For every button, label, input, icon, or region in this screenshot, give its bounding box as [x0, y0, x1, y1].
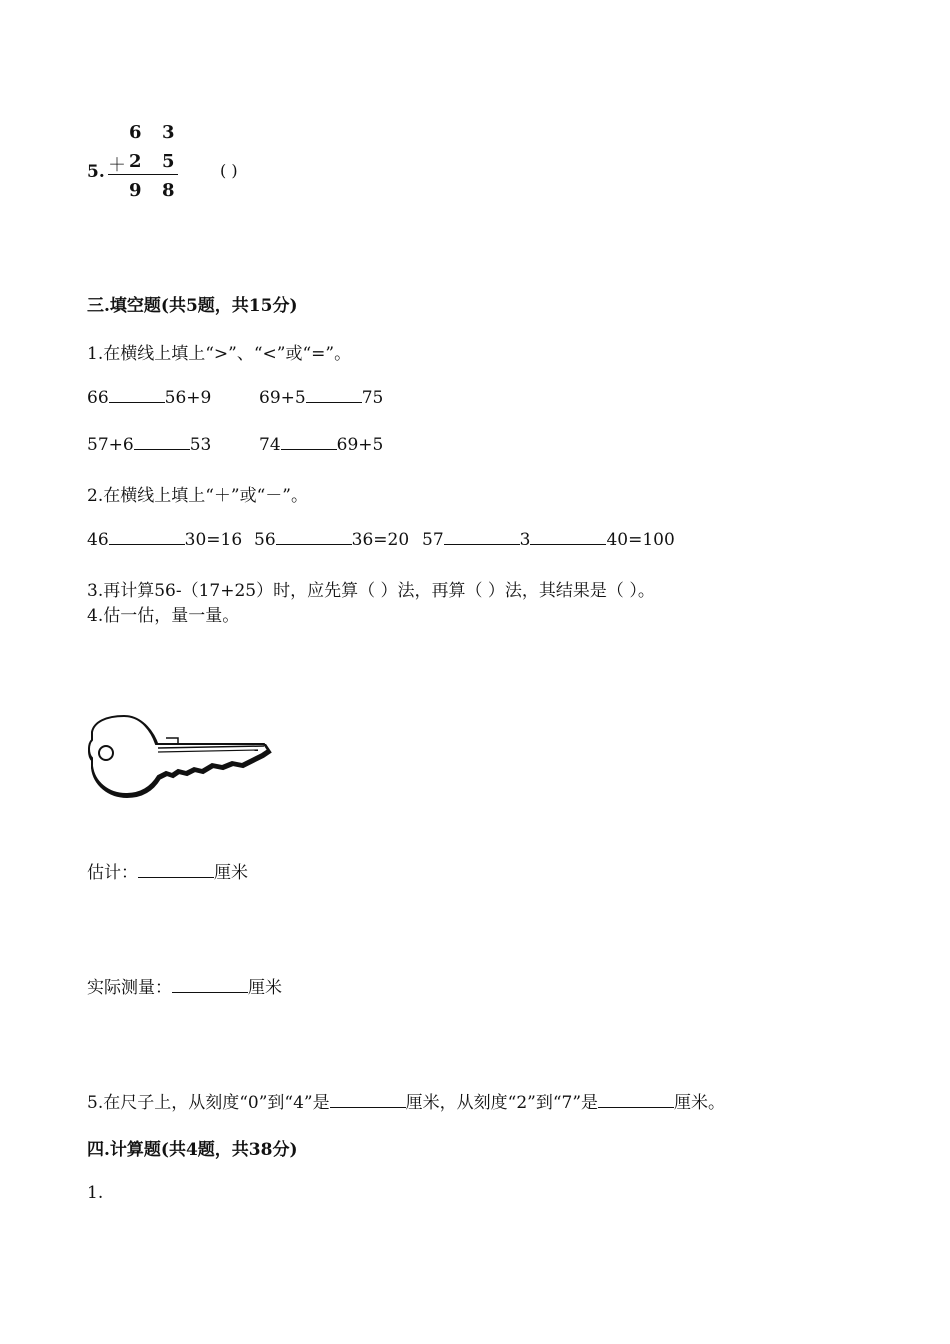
section4-title: 四.计算题(共4题，共38分)	[87, 1140, 298, 1160]
s3-q1-row2-a	[87, 435, 211, 455]
measure-blank[interactable]	[172, 978, 248, 993]
s3-q2-expr3	[422, 530, 675, 550]
e1-left: 46	[87, 530, 109, 550]
estimate-unit: 厘米	[214, 863, 248, 883]
measure-label: 实际测量：	[87, 978, 172, 998]
row2-a-right: 53	[189, 435, 212, 455]
vertical-top-digit-1: 6	[129, 122, 142, 143]
s3-q1-prompt: 1.在横线上填上“>”、“<”或“=”。	[87, 344, 352, 364]
row1-b-left: 69+5	[259, 388, 306, 408]
row1-a-blank[interactable]	[109, 388, 165, 403]
s3-q4-prompt: 4.估一估，量一量。	[87, 606, 240, 626]
e1-blank[interactable]	[109, 530, 185, 545]
vertical-result-digit-2: 8	[162, 180, 175, 201]
e2-right: 36=20	[351, 530, 410, 550]
s3-q2-prompt: 2.在横线上填上“＋”或“－”。	[87, 486, 308, 506]
row2-b-blank[interactable]	[281, 435, 337, 450]
measure-line	[87, 973, 282, 998]
vertical-plus-sign: ＋	[108, 155, 126, 176]
vertical-top-digit-2: 3	[162, 122, 175, 143]
s3-q1-row1-b	[259, 388, 383, 408]
s3-q1-row2-b	[259, 435, 383, 455]
s4-q1-number: 1.	[87, 1183, 104, 1203]
row1-a-right: 56+9	[164, 388, 212, 408]
s3-q5-blank1[interactable]	[330, 1093, 406, 1108]
e2-blank[interactable]	[276, 530, 352, 545]
s3-q5-part2: 厘米，从刻度“2”到“7”是	[405, 1093, 599, 1113]
e1-right: 30=16	[184, 530, 243, 550]
s3-q2-expr1	[87, 530, 242, 550]
s3-q1-row1-a	[87, 388, 211, 408]
vertical-sum-line	[108, 174, 178, 175]
row2-a-left: 57+6	[87, 435, 134, 455]
vertical-mid-digit-1: 2	[129, 151, 142, 172]
vertical-mid-digit-2: 5	[162, 151, 175, 172]
row1-b-right: 75	[361, 388, 384, 408]
row1-a-left: 66	[87, 388, 109, 408]
estimate-label: 估计：	[87, 863, 138, 883]
e3-blank1[interactable]	[444, 530, 520, 545]
s3-q5-part1: 5.在尺子上，从刻度“0”到“4”是	[87, 1093, 330, 1113]
e3-right: 40=100	[606, 530, 675, 550]
estimate-line	[87, 858, 248, 883]
s3-q3-prompt: 3.再计算56-（17+25）时，应先算（ ）法，再算（ ）法，其结果是（ ）。	[87, 581, 655, 601]
e3-mid: 3	[519, 530, 531, 550]
e2-left: 56	[254, 530, 276, 550]
row2-b-right: 69+5	[336, 435, 384, 455]
e3-left: 57	[422, 530, 444, 550]
s3-q2-expr2	[254, 530, 409, 550]
row2-b-left: 74	[259, 435, 281, 455]
q5-answer-paren[interactable]: ( )	[220, 161, 238, 180]
estimate-blank[interactable]	[138, 863, 214, 878]
section3-title: 三.填空题(共5题，共15分)	[87, 296, 298, 316]
q5-number: 5.	[87, 162, 105, 182]
s3-q5-part3: 厘米。	[674, 1093, 726, 1113]
s3-q5-line	[87, 1088, 725, 1113]
measure-unit: 厘米	[248, 978, 282, 998]
row2-a-blank[interactable]	[134, 435, 190, 450]
key-icon	[86, 710, 272, 802]
vertical-result-digit-1: 9	[129, 180, 142, 201]
s3-q5-blank2[interactable]	[598, 1093, 674, 1108]
e3-blank2[interactable]	[530, 530, 606, 545]
row1-b-blank[interactable]	[306, 388, 362, 403]
